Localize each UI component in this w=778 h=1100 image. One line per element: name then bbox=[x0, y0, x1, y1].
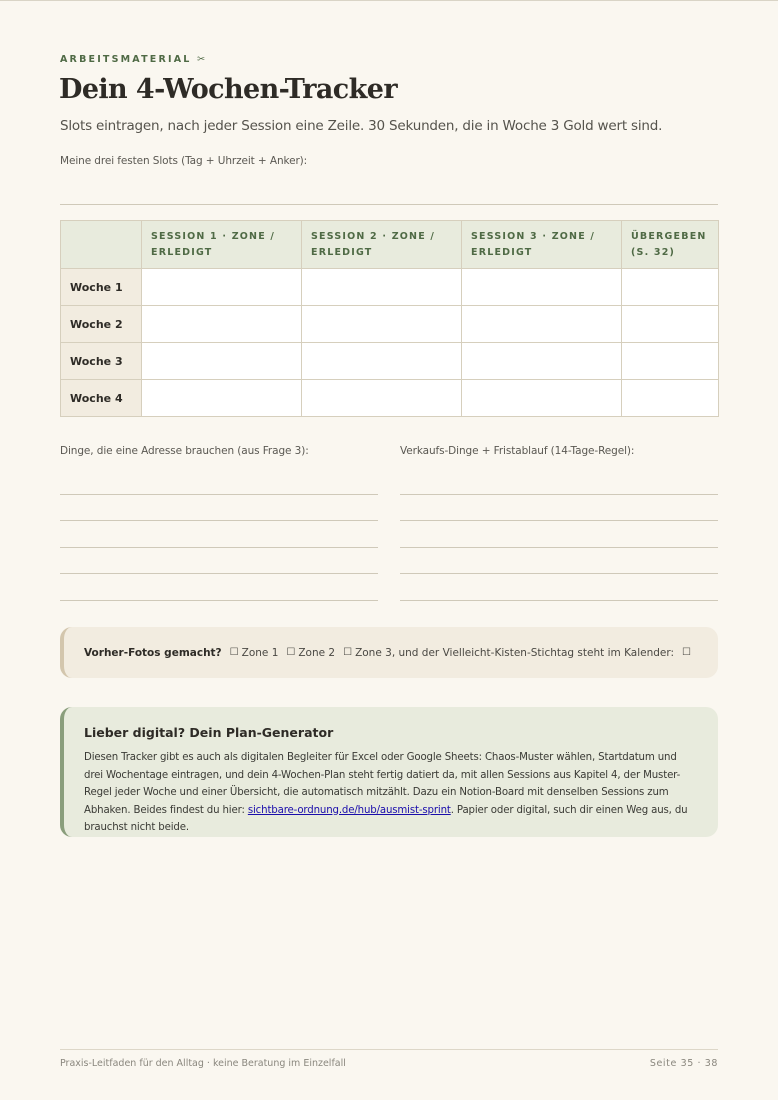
page-subtitle: Slots eintragen, nach jeder Session eine Zeile. 30 Sekunden, die in Woche 3 Gold wert sind. bbox=[60, 118, 663, 134]
address-write-line[interactable] bbox=[60, 494, 378, 495]
column-header-session-3: SESSION 3 · ZONE / ERLEDIGT bbox=[462, 221, 622, 269]
column-header-session-2: SESSION 2 · ZONE / ERLEDIGT bbox=[302, 221, 462, 269]
plan-generator-callout bbox=[60, 707, 718, 837]
checkbox-label-zone-2: Zone 2 bbox=[298, 646, 336, 659]
tracker-cell[interactable] bbox=[302, 343, 462, 380]
tracker-cell[interactable] bbox=[302, 269, 462, 306]
tracker-cell[interactable] bbox=[142, 343, 302, 380]
sales-write-line[interactable] bbox=[400, 600, 718, 601]
plan-generator-link[interactable]: sichtbare-ordnung.de/hub/ausmist-sprint bbox=[247, 804, 451, 816]
tracker-cell[interactable] bbox=[622, 380, 719, 417]
checkbox-label-zone-3: Zone 3, und der Vielleicht-Kisten-Stichtag steht im Kalender: bbox=[355, 646, 675, 659]
tracker-cell[interactable] bbox=[622, 269, 719, 306]
sales-write-line[interactable] bbox=[400, 573, 718, 574]
photo-checklist-lead: Vorher-Fotos gemacht? bbox=[84, 646, 222, 659]
address-write-line[interactable] bbox=[60, 547, 378, 548]
slots-label: Meine drei festen Slots (Tag + Uhrzeit + Anker): bbox=[60, 155, 308, 167]
tracker-cell[interactable] bbox=[622, 343, 719, 380]
page-title: Dein 4-Wochen-Tracker bbox=[59, 74, 397, 105]
address-write-line[interactable] bbox=[60, 520, 378, 521]
tracker-cell[interactable] bbox=[462, 380, 622, 417]
checkbox-calendar[interactable]: ☐ bbox=[682, 647, 691, 658]
tracker-cell[interactable] bbox=[302, 306, 462, 343]
row-label-woche-1: Woche 1 bbox=[61, 269, 142, 306]
table-row bbox=[61, 306, 719, 343]
sales-write-line[interactable] bbox=[400, 520, 718, 521]
table-row bbox=[61, 269, 719, 306]
address-write-line[interactable] bbox=[60, 573, 378, 574]
column-header-session-1: SESSION 1 · ZONE / ERLEDIGT bbox=[142, 221, 302, 269]
row-label-woche-2: Woche 2 bbox=[61, 306, 142, 343]
plan-generator-text-after: . Papier oder digital, such dir einen Weg aus, du brauchst nicht beide. bbox=[84, 804, 688, 833]
plan-generator-text-before: Diesen Tracker gibt es auch als digitalen Begleiter für Excel oder Google Sheets: Chaos-Muster wählen, Startdatum und drei Wochentage eintragen, und dein 4-Wochen-Plan steht fertig datiert da, mit allen Sessions aus Kapitel 4, der Muster-Regel jeder Woche und einer Übersicht, die automatisch mitzählt. Dazu ein Notion-Board mit denselben Sessions zum Abhaken. Beides findest du hier: bbox=[84, 752, 681, 816]
page-number: Seite 35 · 38 bbox=[649, 1058, 718, 1069]
tracker-cell[interactable] bbox=[302, 380, 462, 417]
slots-write-line[interactable] bbox=[60, 204, 718, 205]
tracker-cell[interactable] bbox=[622, 306, 719, 343]
row-label-woche-3: Woche 3 bbox=[61, 343, 142, 380]
sales-write-line[interactable] bbox=[400, 547, 718, 548]
checkbox-zone-3[interactable]: ☐ bbox=[343, 647, 353, 658]
tracker-cell[interactable] bbox=[462, 269, 622, 306]
address-write-line[interactable] bbox=[60, 600, 378, 601]
checkbox-zone-2[interactable]: ☐ bbox=[286, 647, 296, 658]
table-row bbox=[61, 343, 719, 380]
tracker-cell[interactable] bbox=[462, 306, 622, 343]
sales-label: Verkaufs-Dinge + Fristablauf (14-Tage-Regel): bbox=[400, 445, 635, 457]
tracker-cell[interactable] bbox=[142, 269, 302, 306]
row-label-woche-4: Woche 4 bbox=[61, 380, 142, 417]
plan-generator-title: Lieber digital? Dein Plan-Generator bbox=[84, 725, 334, 740]
top-divider bbox=[0, 0, 778, 1]
tracker-corner-cell bbox=[61, 221, 142, 269]
tracker-cell[interactable] bbox=[142, 380, 302, 417]
tracker-cell[interactable] bbox=[142, 306, 302, 343]
checkbox-zone-1[interactable]: ☐ bbox=[229, 647, 239, 658]
eyebrow-label: ARBEITSMATERIAL ✂ bbox=[60, 54, 208, 65]
plan-generator-body bbox=[84, 749, 698, 837]
tracker-table bbox=[60, 220, 719, 417]
tracker-header-row bbox=[61, 221, 719, 269]
checkbox-label-zone-1: Zone 1 bbox=[241, 646, 279, 659]
sales-write-line[interactable] bbox=[400, 494, 718, 495]
table-row bbox=[61, 380, 719, 417]
column-header-uebergeben: ÜBERGEBEN (S. 32) bbox=[622, 221, 719, 269]
photo-checklist-box bbox=[60, 627, 718, 678]
footer-divider bbox=[60, 1049, 718, 1050]
address-label: Dinge, die eine Adresse brauchen (aus Frage 3): bbox=[60, 445, 309, 457]
tracker-cell[interactable] bbox=[462, 343, 622, 380]
footer-disclaimer: Praxis-Leitfaden für den Alltag · keine Beratung im Einzelfall bbox=[60, 1058, 346, 1069]
